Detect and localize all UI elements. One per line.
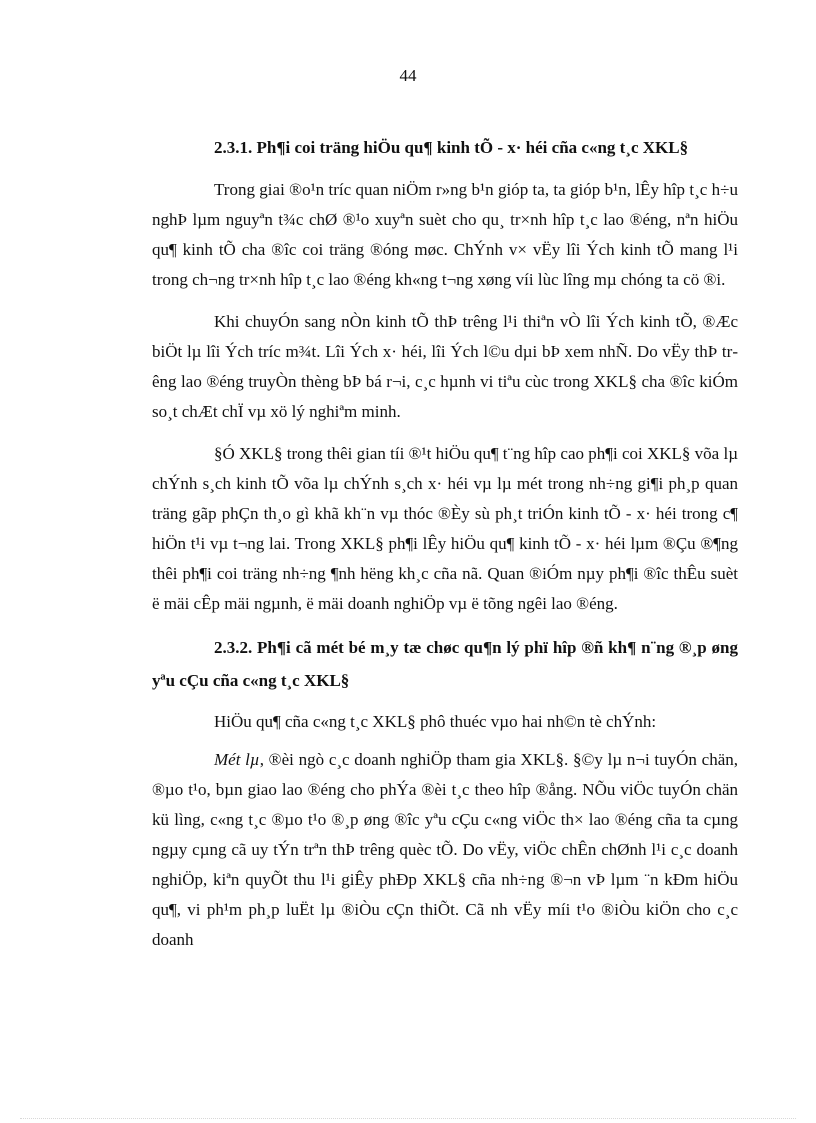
page-number: 44 (399, 66, 417, 85)
italic-lead: Mét lµ (214, 750, 260, 769)
paragraph: Trong giai ®o¹n tríc quan niÖm r»ng b¹n gióp ta, ta gióp b¹n, lÊy hîp t¸c h÷u nghÞ lµm nguyªn t¾c chØ ®¹o xuyªn suèt cho qu¸ tr×nh hîp t¸c lao ®éng, nªn hiÖu qu¶ kinh tÕ cha ®îc coi träng ®óng møc. ChÝnh v× vËy lîi Ých kinh tÕ mang l¹i trong ch¬ng tr×nh hîp t¸c lao ®éng kh«ng t¬ng xøng víi lùc lîng mµ chóng ta cö ®i. (152, 180, 738, 289)
document-body (152, 133, 738, 967)
paragraph-first-factor (152, 745, 738, 955)
paragraph: Khi chuyÓn sang nÒn kinh tÕ thÞ trêng l¹i thiªn vÒ lîi Ých kinh tÕ, ®Æc biÖt lµ lîi Ých tríc m¾t. Lîi Ých x· héi, lîi Ých l©u dµi bÞ xem nhÑ. Do vËy thÞ trêng lao ®éng truyÒn thèng bÞ bá r¬i, c¸c hµnh vi tiªu cùc trong XKL§ cha ®îc kiÓm so¸t chÆt chÏ vµ xö lý nghiªm minh. (152, 312, 738, 421)
paragraph-text: , ®èi ngò c¸c doanh nghiÖp tham gia XKL§. §©y lµ n¬i tuyÓn chän, ®µo t¹o, bµn giao lao ®éng cho phÝa ®èi t¸c theo hîp ®ång. NÕu viÖc tuyÓn chän kü lìng, c«ng t¸c ®µo t¹o ®¸p øng ®îc yªu cÇu c«ng viÖc th× lao ®éng cña ta cµng ngµy cµng cã uy tÝn trªn thÞ trêng quèc tÕ. Do vËy, viÖc chÊn chØnh l¹i c¸c doanh nghiÖp, kiªn quyÕt thu l¹i giÊy phÐp XKL§ cña nh÷ng ®¬n vÞ lµm ¨n kÐm hiÖu qu¶, vi ph¹m ph¸p luËt lµ ®iÒu cÇn thiÕt. Cã nh vËy míi t¹o ®iÒu kiÖn cho c¸c doanh (152, 750, 738, 949)
paragraph: §Ó XKL§ trong thêi gian tíi ®¹t hiÖu qu¶ t¨ng hîp cao ph¶i coi XKL§ võa lµ chÝnh s¸ch kinh tÕ võa lµ chÝnh s¸ch x· héi vµ lµ mét trong nh÷ng gi¶i ph¸p quan träng gãp phÇn th¸o gì khã kh¨n vµ thóc ®Èy sù ph¸t triÓn kinh tÕ - x· héi trong c¶ hiÖn t¹i vµ t¬ng lai. Trong XKL§ ph¶i lÊy hiÖu qu¶ kinh tÕ - x· héi lµm ®Çu ®¶ng thêi ph¶i coi träng nh÷ng ¶nh hëng kh¸c cña nã. Quan ®iÓm nµy ph¶i ®îc thÊu suèt ë mäi cÊp mäi ngµnh, ë mäi doanh nghiÖp vµ ë tõng ngêi lao ®éng. (152, 444, 738, 613)
section-heading-2-3-1: 2.3.1. Ph¶i coi träng hiÖu qu¶ kinh tÕ - x· héi cña c«ng t¸c XKL§ (214, 138, 689, 157)
section-heading-2-3-2: 2.3.2. Ph¶i cã mét bé m¸y tæ chøc qu¶n lý phï hîp ®ñ kh¶ n¨ng ®¸p øng yªu cÇu cña c«ng t¸c XKL§ (152, 638, 738, 690)
section-intro: HiÖu qu¶ cña c«ng t¸c XKL§ phô thuéc vµo hai nh©n tè chÝnh: (214, 712, 657, 731)
page-bottom-divider (20, 1118, 796, 1119)
